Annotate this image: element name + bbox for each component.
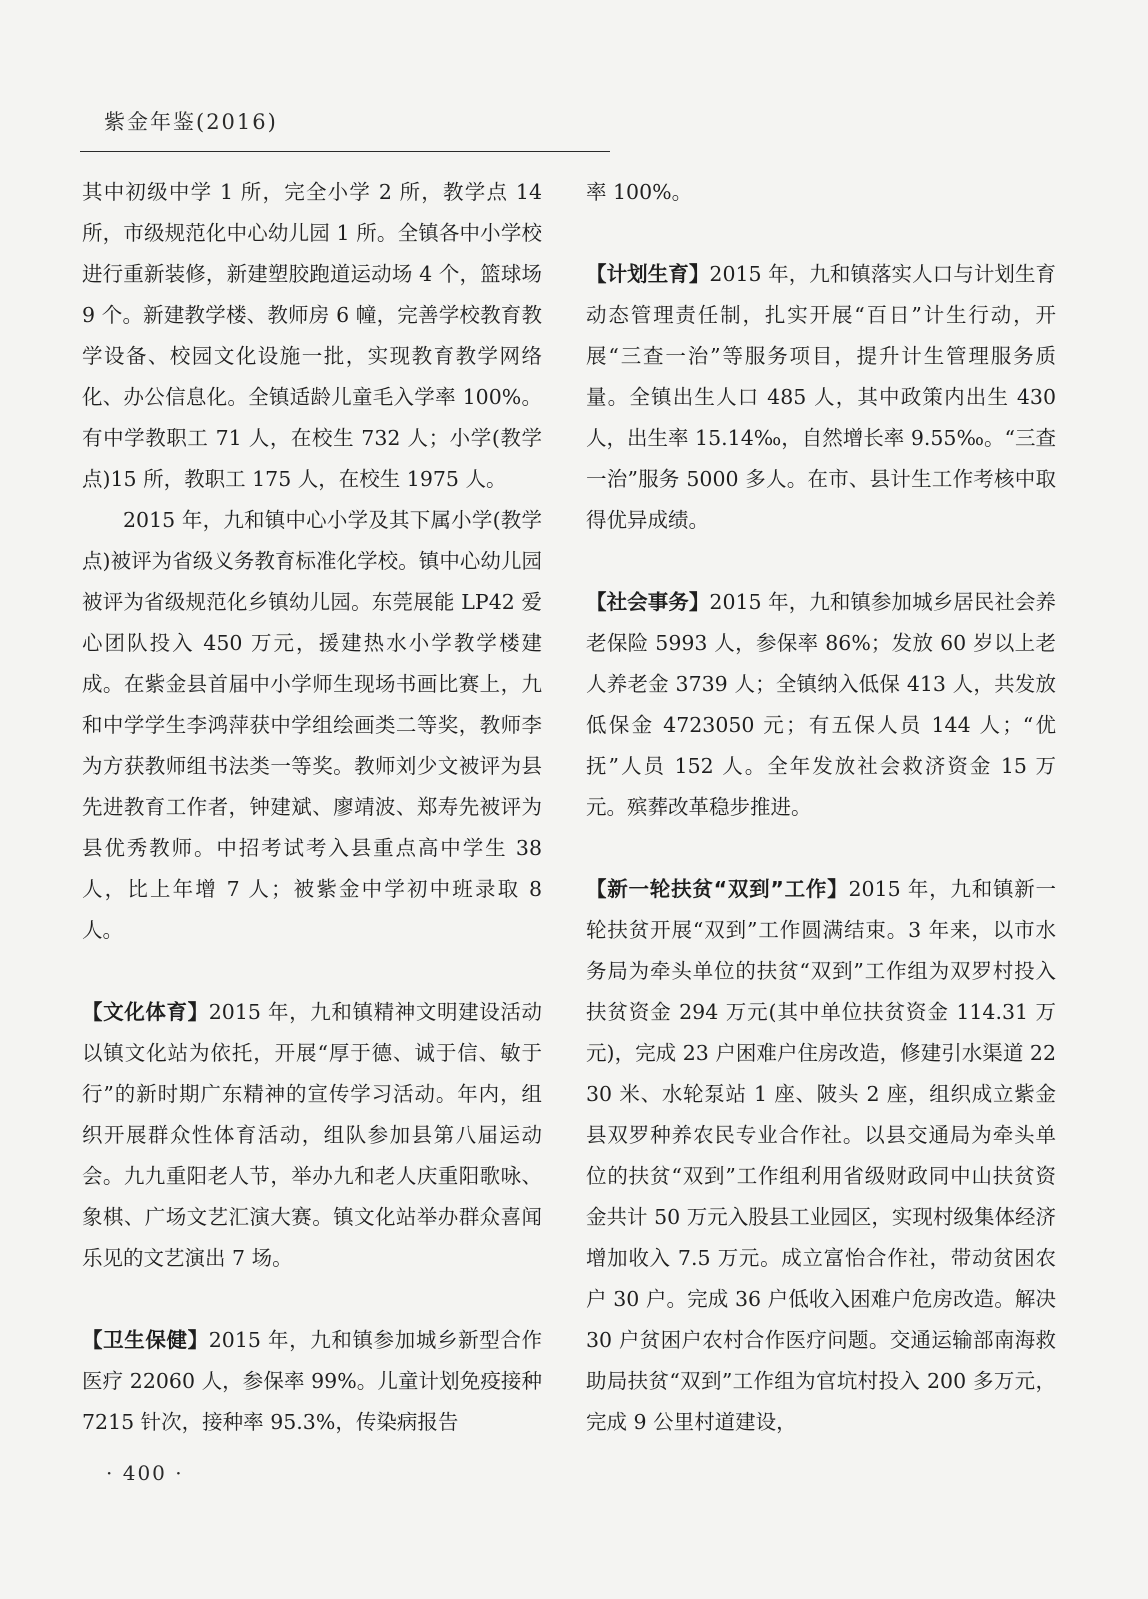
culture-section (82, 992, 542, 1279)
education-paragraph-2: 2015 年，九和镇中心小学及其下属小学(教学点)被评为省级义务教育标准化学校。镇中心幼儿园被评为省级规范化乡镇幼儿园。东莞展能 LP42 爱心团队投入 450 万元，援建热水小学教学楼建成。在紫金县首届中小学师生现场书画比赛上，九和中学学生李鸿萍获中学组绘画类二等奖，教师李为方获教师组书法类一等奖。教师刘少文被评为县先进教育工作者，钟建斌、廖靖波、郑寿先被评为县优秀教师。中招考试考入县重点高中学生 38 人，比上年增 7 人；被紫金中学初中班录取 8 人。 (82, 508, 542, 942)
health-heading: 【卫生保健】 (82, 1328, 209, 1352)
right-column (586, 172, 1056, 1443)
social-affairs-text: 2015 年，九和镇参加城乡居民社会养老保险 5993 人，参保率 86%；发放 60 岁以上老人养老金 3739 人；全镇纳入低保 413 人，共发放低保金 4723050 元；有五保人员 144 人；“优抚”人员 152 人。全年发放社会救济资金 15 万元。殡葬改革稳步推进。 (586, 590, 1057, 819)
health-text: 2015 年，九和镇参加城乡新型合作医疗 22060 人，参保率 99%。儿童计划免疫接种 7215 针次，接种率 95.3%，传染病报告 (82, 1328, 543, 1434)
family-planning-section (586, 254, 1056, 541)
poverty-text: 2015 年，九和镇新一轮扶贫开展“双到”工作圆满结束。3 年来，以市水务局为牵头单位的扶贫“双到”工作组为双罗村投入扶贫资金 294 万元(其中单位扶贫资金 114.31 万元)，完成 23 户困难户住房改造，修建引水渠道 2230 米、水轮泵站 1 座、陂头 2 座，组织成立紫金县双罗种养农民专业合作社。以县交通局为牵头单位的扶贫“双到”工作组利用省级财政同中山扶贫资金共计 50 万元入股县工业园区，实现村级集体经济增加收入 7.5 万元。成立富怡合作社，带动贫困农户 30 户。完成 36 户低收入困难户危房改造。解决 30 户贫困户农村合作医疗问题。交通运输部南海救助局扶贫“双到”工作组为官坑村投入 200 多万元，完成 9 公里村道建设， (586, 877, 1057, 1434)
left-column (82, 172, 542, 1443)
education-paragraph-1: 其中初级中学 1 所，完全小学 2 所，教学点 14 所，市级规范化中心幼儿园 1 所。全镇各中小学校进行重新装修，新建塑胶跑道运动场 4 个，篮球场 9 个。新建教学楼、教师房 6 幢，完善学校教育教学设备、校园文化设施一批，实现教育教学网络化、办公信息化。全镇适龄儿童毛入学率 100%。有中学教职工 71 人，在校生 732 人；小学(教学点)15 所，教职工 175 人，在校生 1975 人。 (82, 180, 542, 491)
poverty-heading: 【新一轮扶贫“双到”工作】 (586, 877, 849, 901)
running-header: 紫金年鉴(2016) (104, 110, 278, 134)
poverty-section (586, 869, 1056, 1443)
culture-text: 2015 年，九和镇精神文明建设活动以镇文化站为依托，开展“厚于德、诚于信、敏于行”的新时期广东精神的宣传学习活动。年内，组织开展群众性体育活动，组队参加县第八届运动会。九九重阳老人节，举办九和老人庆重阳歌咏、象棋、广场文艺汇演大赛。镇文化站举办群众喜闻乐见的文艺演出 7 场。 (82, 1000, 543, 1270)
health-continuation: 率 100%。 (586, 180, 693, 204)
social-affairs-section (586, 582, 1056, 828)
header-rule (80, 151, 610, 152)
culture-heading: 【文化体育】 (82, 1000, 209, 1024)
social-affairs-heading: 【社会事务】 (586, 590, 710, 614)
health-section (82, 1320, 542, 1443)
page-number: · 400 · (106, 1461, 184, 1485)
family-planning-heading: 【计划生育】 (586, 262, 710, 286)
family-planning-text: 2015 年，九和镇落实人口与计划生育动态管理责任制，扎实开展“百日”计生行动，开展“三查一治”等服务项目，提升计生管理服务质量。全镇出生人口 485 人，其中政策内出生 430 人，出生率 15.14‰，自然增长率 9.55‰。“三查一治”服务 5000 多人。在市、县计生工作考核中取得优异成绩。 (586, 262, 1057, 532)
